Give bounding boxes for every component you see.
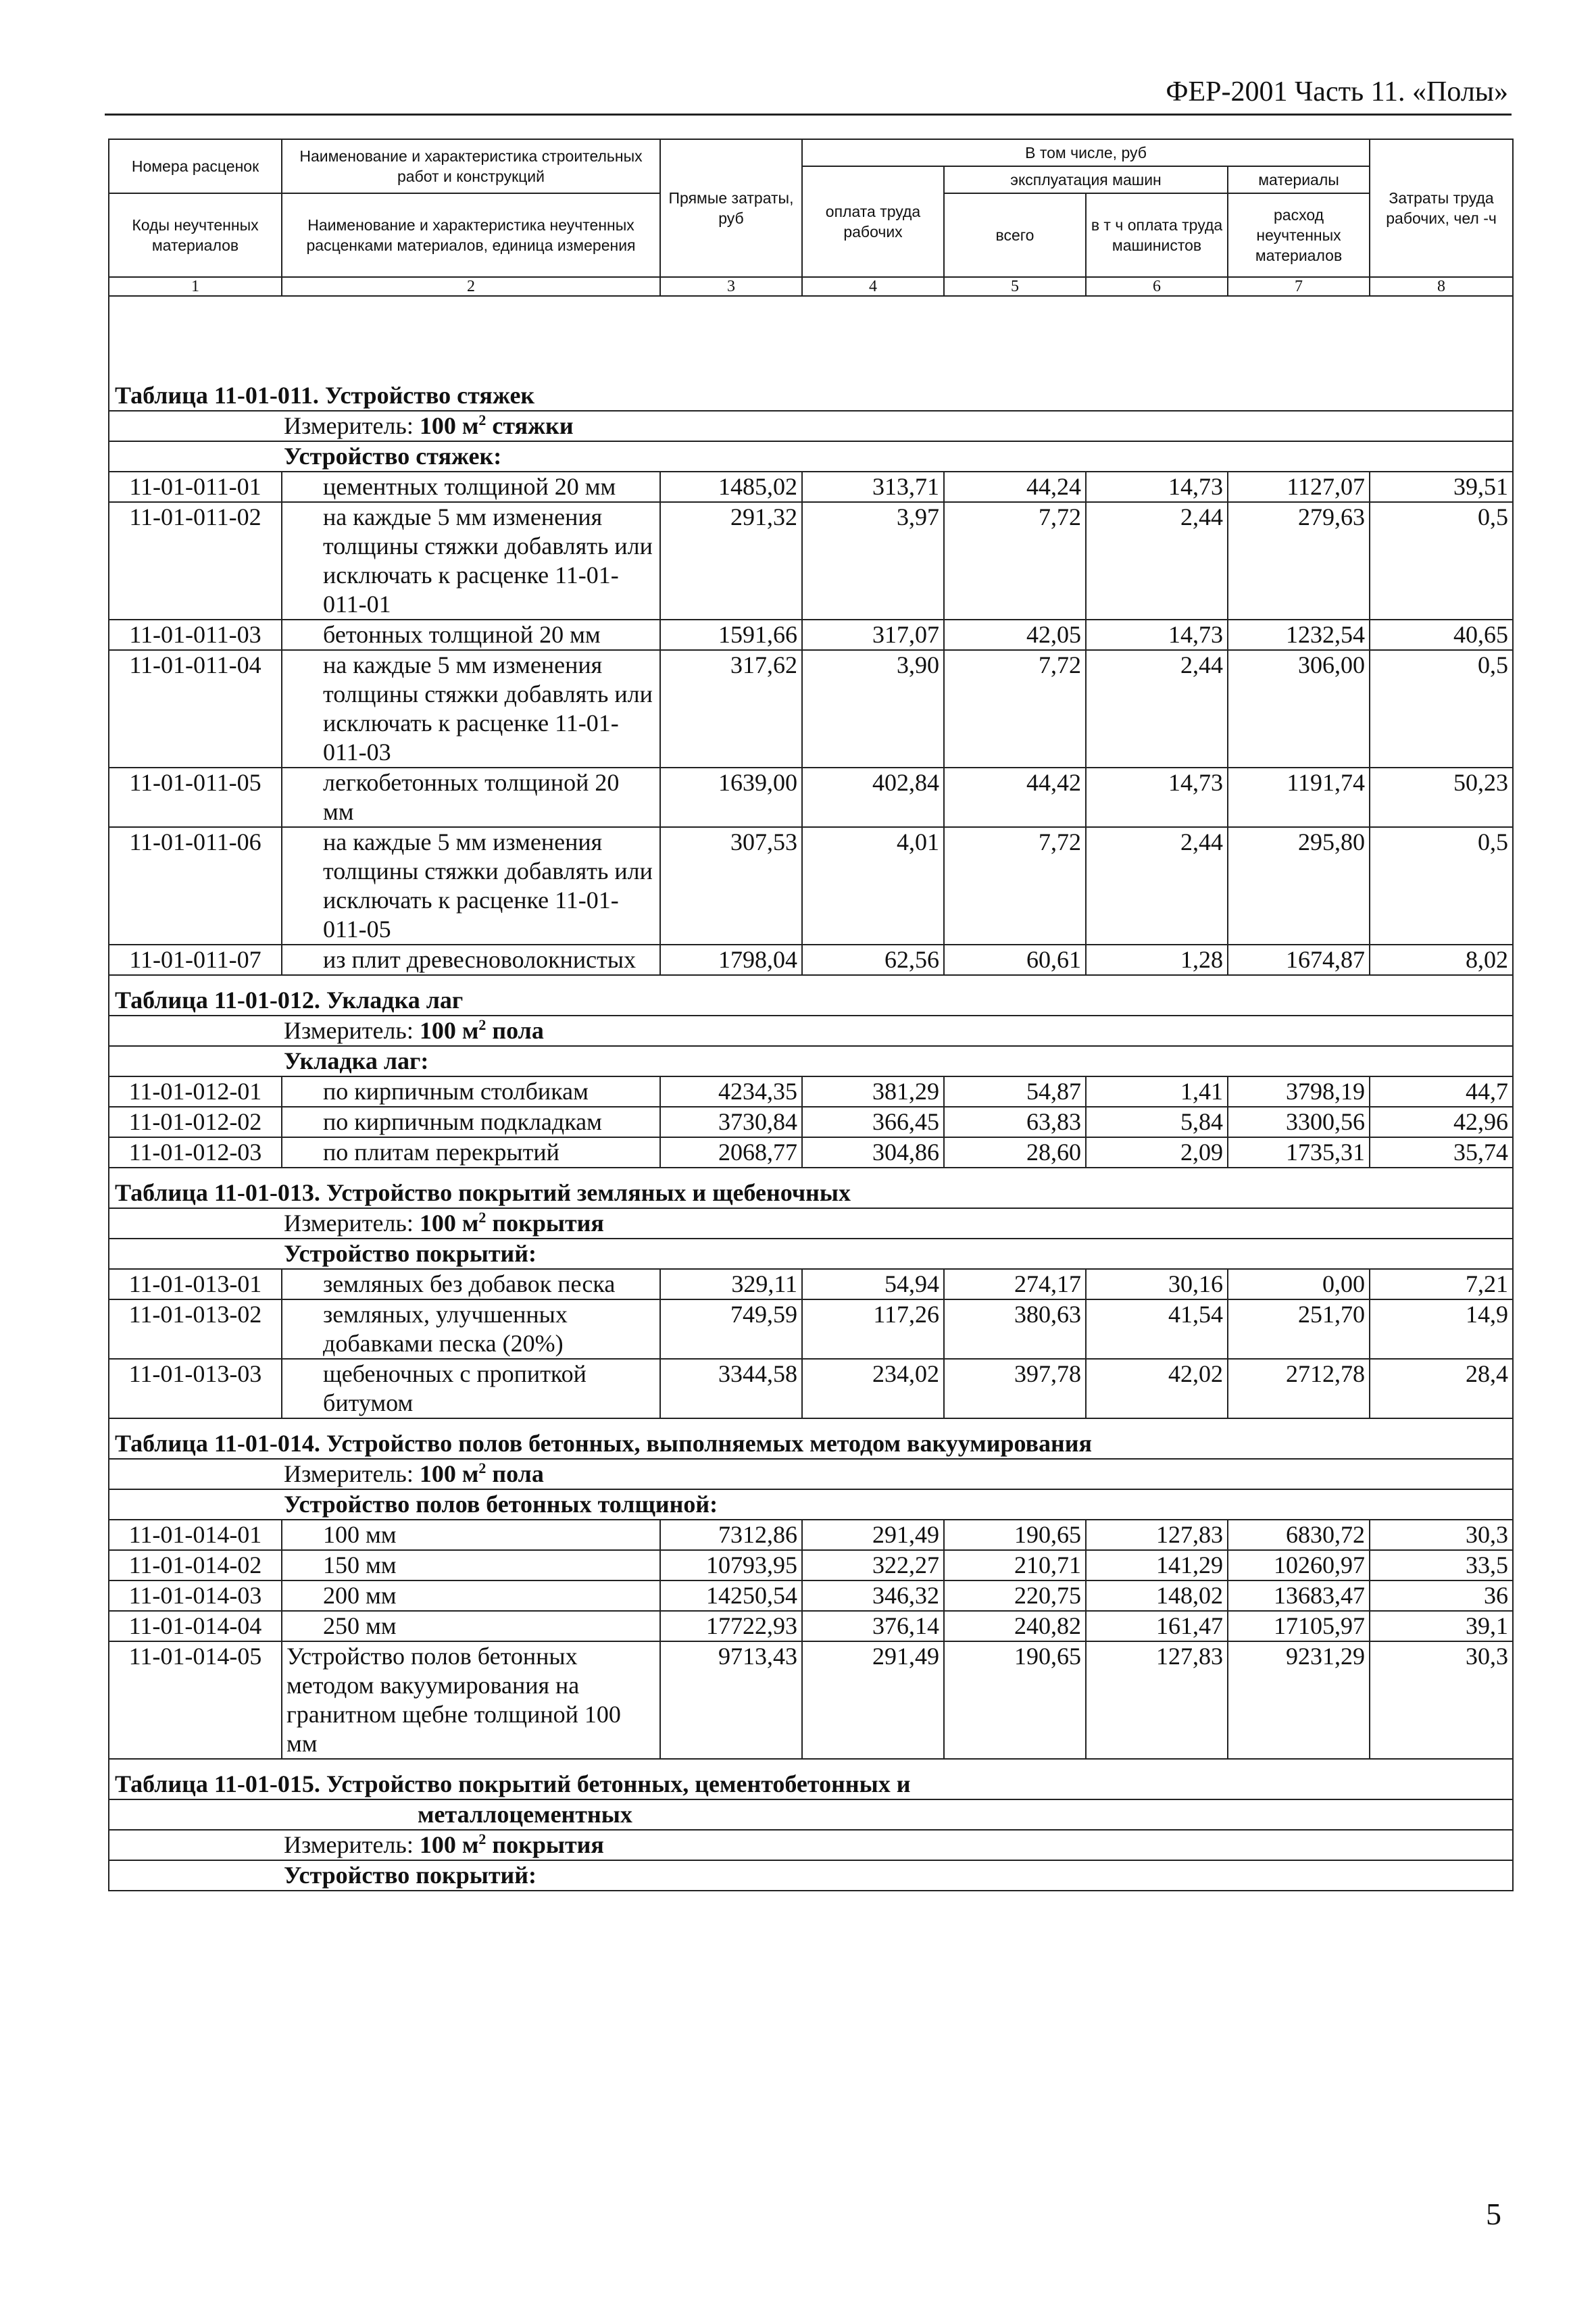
unit-exponent: 2 bbox=[478, 412, 487, 428]
table-row bbox=[109, 620, 1513, 650]
work-name: на каждые 5 мм изменения толщины стяжки добавлять или исключать к расценке 11-01-011-05 bbox=[282, 827, 660, 945]
machine-total-cell: 44,42 bbox=[944, 768, 1086, 827]
col-header-rate-number: Номера расценок bbox=[109, 139, 282, 193]
unit-value: 100 м bbox=[419, 1831, 479, 1858]
machine-total-cell: 44,24 bbox=[944, 472, 1086, 502]
table-row bbox=[109, 768, 1513, 827]
rate-code: 11-01-014-05 bbox=[109, 1641, 282, 1759]
labor-hours-cell: 0,5 bbox=[1370, 650, 1513, 768]
materials-cost-cell: 1127,07 bbox=[1228, 472, 1370, 502]
group-row bbox=[109, 1046, 1513, 1076]
column-number: 1 bbox=[109, 277, 282, 296]
materials-cost-cell: 6830,72 bbox=[1228, 1520, 1370, 1550]
machinist-pay-cell: 161,47 bbox=[1086, 1611, 1228, 1641]
labor-hours-cell: 14,9 bbox=[1370, 1299, 1513, 1359]
machine-total-cell: 220,75 bbox=[944, 1580, 1086, 1611]
table-row bbox=[109, 1359, 1513, 1418]
direct-costs-cell: 1798,04 bbox=[660, 945, 802, 975]
table-row bbox=[109, 502, 1513, 620]
direct-costs-cell: 14250,54 bbox=[660, 1580, 802, 1611]
work-name: 150 мм bbox=[282, 1550, 660, 1580]
machine-total-cell: 7,72 bbox=[944, 827, 1086, 945]
direct-costs-cell: 1485,02 bbox=[660, 472, 802, 502]
col-header-machinist-pay: в т ч оплата труда машинистов bbox=[1086, 193, 1228, 277]
work-name: бетонных толщиной 20 мм bbox=[282, 620, 660, 650]
rate-code: 11-01-011-05 bbox=[109, 768, 282, 827]
unit-row bbox=[109, 1830, 1513, 1860]
materials-cost-cell: 1674,87 bbox=[1228, 945, 1370, 975]
machine-total-cell: 7,72 bbox=[944, 650, 1086, 768]
col-header-machine-use: эксплуатация машин bbox=[944, 166, 1228, 193]
work-name: щебеночных с пропиткой битумом bbox=[282, 1359, 660, 1418]
labor-hours-cell: 30,3 bbox=[1370, 1641, 1513, 1759]
labor-hours-cell: 7,21 bbox=[1370, 1269, 1513, 1299]
rate-code: 11-01-011-02 bbox=[109, 502, 282, 620]
labor-hours-cell: 36 bbox=[1370, 1580, 1513, 1611]
direct-costs-cell: 7312,86 bbox=[660, 1520, 802, 1550]
machinist-pay-cell: 127,83 bbox=[1086, 1641, 1228, 1759]
work-name: по кирпичным подкладкам bbox=[282, 1107, 660, 1137]
unit-cell bbox=[109, 1208, 1513, 1239]
machinist-pay-cell: 2,44 bbox=[1086, 827, 1228, 945]
machine-total-cell: 397,78 bbox=[944, 1359, 1086, 1418]
unit-value-group bbox=[420, 412, 574, 439]
labor-hours-cell: 8,02 bbox=[1370, 945, 1513, 975]
group-row bbox=[109, 441, 1513, 472]
materials-cost-cell: 10260,97 bbox=[1228, 1550, 1370, 1580]
rate-code: 11-01-012-01 bbox=[109, 1076, 282, 1107]
machine-total-cell: 54,87 bbox=[944, 1076, 1086, 1107]
unit-label: Измеритель: bbox=[284, 1460, 414, 1487]
unit-cell bbox=[109, 1830, 1513, 1860]
group-row bbox=[109, 1239, 1513, 1269]
machinist-pay-cell: 127,83 bbox=[1086, 1520, 1228, 1550]
labor-hours-cell: 50,23 bbox=[1370, 768, 1513, 827]
work-name: по плитам перекрытий bbox=[282, 1137, 660, 1168]
rate-code: 11-01-013-02 bbox=[109, 1299, 282, 1359]
document-header-title: ФЕР-2001 Часть 11. «Полы» bbox=[1166, 76, 1508, 107]
rate-code: 11-01-014-01 bbox=[109, 1520, 282, 1550]
section-title-row bbox=[109, 1799, 1513, 1830]
section-title: Таблица 11-01-014. Устройство полов бетонных, выполняемых методом вакуумирования bbox=[109, 1418, 1513, 1459]
rate-code: 11-01-014-03 bbox=[109, 1580, 282, 1611]
materials-cost-cell: 1735,31 bbox=[1228, 1137, 1370, 1168]
direct-costs-cell: 1639,00 bbox=[660, 768, 802, 827]
worker-pay-cell: 291,49 bbox=[802, 1520, 944, 1550]
labor-hours-cell: 35,74 bbox=[1370, 1137, 1513, 1168]
direct-costs-cell: 9713,43 bbox=[660, 1641, 802, 1759]
group-label: Устройство покрытий: bbox=[109, 1239, 1513, 1269]
materials-cost-cell: 2712,78 bbox=[1228, 1359, 1370, 1418]
machine-total-cell: 240,82 bbox=[944, 1611, 1086, 1641]
materials-cost-cell: 251,70 bbox=[1228, 1299, 1370, 1359]
section-title-row bbox=[109, 1759, 1513, 1799]
machinist-pay-cell: 1,41 bbox=[1086, 1076, 1228, 1107]
labor-hours-cell: 44,7 bbox=[1370, 1076, 1513, 1107]
work-name: легкобетонных толщиной 20 мм bbox=[282, 768, 660, 827]
group-label: Устройство стяжек: bbox=[109, 441, 1513, 472]
machinist-pay-cell: 42,02 bbox=[1086, 1359, 1228, 1418]
unit-value-group bbox=[420, 1017, 544, 1044]
table-header bbox=[109, 139, 1513, 296]
machine-total-cell: 42,05 bbox=[944, 620, 1086, 650]
labor-hours-cell: 39,1 bbox=[1370, 1611, 1513, 1641]
rate-code: 11-01-012-03 bbox=[109, 1137, 282, 1168]
machinist-pay-cell: 2,44 bbox=[1086, 502, 1228, 620]
machinist-pay-cell: 2,09 bbox=[1086, 1137, 1228, 1168]
worker-pay-cell: 117,26 bbox=[802, 1299, 944, 1359]
worker-pay-cell: 4,01 bbox=[802, 827, 944, 945]
materials-cost-cell: 3798,19 bbox=[1228, 1076, 1370, 1107]
worker-pay-cell: 3,97 bbox=[802, 502, 944, 620]
header-divider bbox=[105, 114, 1512, 116]
worker-pay-cell: 62,56 bbox=[802, 945, 944, 975]
work-name: на каждые 5 мм изменения толщины стяжки добавлять или исключать к расценке 11-01-011-01 bbox=[282, 502, 660, 620]
column-number: 8 bbox=[1370, 277, 1513, 296]
table-row bbox=[109, 1137, 1513, 1168]
machine-total-cell: 28,60 bbox=[944, 1137, 1086, 1168]
direct-costs-cell: 307,53 bbox=[660, 827, 802, 945]
page-number: 5 bbox=[1486, 2197, 1501, 2231]
materials-cost-cell: 3300,56 bbox=[1228, 1107, 1370, 1137]
rate-code: 11-01-013-03 bbox=[109, 1359, 282, 1418]
materials-cost-cell: 0,00 bbox=[1228, 1269, 1370, 1299]
col-header-including: В том числе, руб bbox=[802, 139, 1370, 166]
table-row bbox=[109, 472, 1513, 502]
direct-costs-cell: 329,11 bbox=[660, 1269, 802, 1299]
table-row bbox=[109, 650, 1513, 768]
worker-pay-cell: 313,71 bbox=[802, 472, 944, 502]
table-row bbox=[109, 1107, 1513, 1137]
worker-pay-cell: 402,84 bbox=[802, 768, 944, 827]
direct-costs-cell: 749,59 bbox=[660, 1299, 802, 1359]
column-number: 5 bbox=[944, 277, 1086, 296]
labor-hours-cell: 30,3 bbox=[1370, 1520, 1513, 1550]
machine-total-cell: 210,71 bbox=[944, 1550, 1086, 1580]
direct-costs-cell: 317,62 bbox=[660, 650, 802, 768]
rate-code: 11-01-011-06 bbox=[109, 827, 282, 945]
section-title: Таблица 11-01-011. Устройство стяжек bbox=[109, 296, 1513, 411]
labor-hours-cell: 0,5 bbox=[1370, 827, 1513, 945]
materials-cost-cell: 9231,29 bbox=[1228, 1641, 1370, 1759]
work-name: по кирпичным столбикам bbox=[282, 1076, 660, 1107]
work-name: цементных толщиной 20 мм bbox=[282, 472, 660, 502]
direct-costs-cell: 291,32 bbox=[660, 502, 802, 620]
column-number: 2 bbox=[282, 277, 660, 296]
machinist-pay-cell: 41,54 bbox=[1086, 1299, 1228, 1359]
unit-row bbox=[109, 1208, 1513, 1239]
rate-code: 11-01-011-07 bbox=[109, 945, 282, 975]
unit-cell bbox=[109, 1016, 1513, 1046]
work-name: Устройство полов бетонных методом вакуумирования на гранитном щебне толщиной 100 мм bbox=[282, 1641, 660, 1759]
rate-code: 11-01-011-01 bbox=[109, 472, 282, 502]
direct-costs-cell: 3730,84 bbox=[660, 1107, 802, 1137]
table-row bbox=[109, 827, 1513, 945]
work-name: 250 мм bbox=[282, 1611, 660, 1641]
rate-code: 11-01-014-02 bbox=[109, 1550, 282, 1580]
machinist-pay-cell: 141,29 bbox=[1086, 1550, 1228, 1580]
labor-hours-cell: 28,4 bbox=[1370, 1359, 1513, 1418]
unit-value-group bbox=[420, 1460, 544, 1487]
unit-row bbox=[109, 1016, 1513, 1046]
column-numbers-row bbox=[109, 277, 1513, 296]
direct-costs-cell: 2068,77 bbox=[660, 1137, 802, 1168]
worker-pay-cell: 54,94 bbox=[802, 1269, 944, 1299]
unit-value-group bbox=[420, 1210, 604, 1237]
table-row bbox=[109, 945, 1513, 975]
work-name: земляных, улучшенных добавками песка (20%) bbox=[282, 1299, 660, 1359]
col-header-materials: материалы bbox=[1228, 166, 1370, 193]
group-row bbox=[109, 1860, 1513, 1891]
unit-tail: покрытия bbox=[486, 1831, 604, 1858]
unit-exponent: 2 bbox=[478, 1460, 487, 1476]
section-title: Таблица 11-01-012. Укладка лаг bbox=[109, 975, 1513, 1016]
group-label: Укладка лаг: bbox=[109, 1046, 1513, 1076]
machine-total-cell: 274,17 bbox=[944, 1269, 1086, 1299]
machine-total-cell: 60,61 bbox=[944, 945, 1086, 975]
worker-pay-cell: 366,45 bbox=[802, 1107, 944, 1137]
worker-pay-cell: 304,86 bbox=[802, 1137, 944, 1168]
machine-total-cell: 63,83 bbox=[944, 1107, 1086, 1137]
machinist-pay-cell: 14,73 bbox=[1086, 620, 1228, 650]
worker-pay-cell: 381,29 bbox=[802, 1076, 944, 1107]
unit-exponent: 2 bbox=[478, 1016, 487, 1033]
unit-cell bbox=[109, 411, 1513, 441]
table-row bbox=[109, 1611, 1513, 1641]
table-body bbox=[109, 296, 1513, 1891]
machinist-pay-cell: 14,73 bbox=[1086, 472, 1228, 502]
table-row bbox=[109, 1299, 1513, 1359]
unit-label: Измеритель: bbox=[284, 1831, 414, 1858]
section-title-continuation: металлоцементных bbox=[109, 1799, 1513, 1830]
unit-row bbox=[109, 411, 1513, 441]
work-name: из плит древесноволокнистых bbox=[282, 945, 660, 975]
table-row bbox=[109, 1520, 1513, 1550]
materials-cost-cell: 17105,97 bbox=[1228, 1611, 1370, 1641]
materials-cost-cell: 1191,74 bbox=[1228, 768, 1370, 827]
table-row bbox=[109, 1641, 1513, 1759]
rate-code: 11-01-012-02 bbox=[109, 1107, 282, 1137]
col-header-material-consumption: расход неучтенных материалов bbox=[1228, 193, 1370, 277]
direct-costs-cell: 1591,66 bbox=[660, 620, 802, 650]
table-row bbox=[109, 1269, 1513, 1299]
unit-value-group bbox=[420, 1831, 604, 1858]
unit-value: 100 м bbox=[419, 1210, 479, 1237]
unit-exponent: 2 bbox=[478, 1831, 487, 1847]
work-name: земляных без добавок песка bbox=[282, 1269, 660, 1299]
unit-value: 100 м bbox=[419, 1460, 479, 1487]
col-header-work-name: Наименование и характеристика строительных работ и конструкций bbox=[282, 139, 660, 193]
labor-hours-cell: 42,96 bbox=[1370, 1107, 1513, 1137]
materials-cost-cell: 295,80 bbox=[1228, 827, 1370, 945]
machine-total-cell: 380,63 bbox=[944, 1299, 1086, 1359]
col-header-machine-total: всего bbox=[944, 193, 1086, 277]
materials-cost-cell: 306,00 bbox=[1228, 650, 1370, 768]
worker-pay-cell: 3,90 bbox=[802, 650, 944, 768]
work-name: 100 мм bbox=[282, 1520, 660, 1550]
section-title-row bbox=[109, 296, 1513, 411]
work-name: 200 мм bbox=[282, 1580, 660, 1611]
table-row bbox=[109, 1580, 1513, 1611]
worker-pay-cell: 376,14 bbox=[802, 1611, 944, 1641]
rate-code: 11-01-011-04 bbox=[109, 650, 282, 768]
section-title: Таблица 11-01-013. Устройство покрытий земляных и щебеночных bbox=[109, 1168, 1513, 1208]
column-number: 7 bbox=[1228, 277, 1370, 296]
direct-costs-cell: 4234,35 bbox=[660, 1076, 802, 1107]
direct-costs-cell: 10793,95 bbox=[660, 1550, 802, 1580]
rate-code: 11-01-011-03 bbox=[109, 620, 282, 650]
group-label: Устройство полов бетонных толщиной: bbox=[109, 1489, 1513, 1520]
machinist-pay-cell: 30,16 bbox=[1086, 1269, 1228, 1299]
materials-cost-cell: 13683,47 bbox=[1228, 1580, 1370, 1611]
col-header-material-names: Наименование и характеристика неучтенных расценками материалов, единица измерения bbox=[282, 193, 660, 277]
machinist-pay-cell: 1,28 bbox=[1086, 945, 1228, 975]
unit-exponent: 2 bbox=[478, 1209, 487, 1226]
group-label: Устройство покрытий: bbox=[109, 1860, 1513, 1891]
machinist-pay-cell: 5,84 bbox=[1086, 1107, 1228, 1137]
direct-costs-cell: 17722,93 bbox=[660, 1611, 802, 1641]
table-row bbox=[109, 1076, 1513, 1107]
unit-value: 100 м bbox=[419, 1017, 479, 1044]
group-row bbox=[109, 1489, 1513, 1520]
labor-hours-cell: 39,51 bbox=[1370, 472, 1513, 502]
rates-table bbox=[108, 139, 1514, 1891]
unit-tail: покрытия bbox=[486, 1210, 604, 1237]
unit-tail: стяжки bbox=[486, 412, 574, 439]
unit-value: 100 м bbox=[419, 412, 479, 439]
worker-pay-cell: 291,49 bbox=[802, 1641, 944, 1759]
col-header-material-codes: Коды неучтенных материалов bbox=[109, 193, 282, 277]
unit-tail: пола bbox=[486, 1017, 544, 1044]
unit-row bbox=[109, 1459, 1513, 1489]
unit-tail: пола bbox=[486, 1460, 544, 1487]
materials-cost-cell: 279,63 bbox=[1228, 502, 1370, 620]
column-number: 6 bbox=[1086, 277, 1228, 296]
machine-total-cell: 7,72 bbox=[944, 502, 1086, 620]
machinist-pay-cell: 148,02 bbox=[1086, 1580, 1228, 1611]
column-number: 4 bbox=[802, 277, 944, 296]
rate-code: 11-01-014-04 bbox=[109, 1611, 282, 1641]
section-title-row bbox=[109, 1418, 1513, 1459]
labor-hours-cell: 0,5 bbox=[1370, 502, 1513, 620]
labor-hours-cell: 33,5 bbox=[1370, 1550, 1513, 1580]
col-header-worker-pay: оплата труда рабочих bbox=[802, 166, 944, 277]
direct-costs-cell: 3344,58 bbox=[660, 1359, 802, 1418]
table-row bbox=[109, 1550, 1513, 1580]
unit-label: Измеритель: bbox=[284, 1017, 414, 1044]
worker-pay-cell: 346,32 bbox=[802, 1580, 944, 1611]
machinist-pay-cell: 2,44 bbox=[1086, 650, 1228, 768]
worker-pay-cell: 317,07 bbox=[802, 620, 944, 650]
machine-total-cell: 190,65 bbox=[944, 1520, 1086, 1550]
unit-cell bbox=[109, 1459, 1513, 1489]
unit-label: Измеритель: bbox=[284, 1210, 414, 1237]
machinist-pay-cell: 14,73 bbox=[1086, 768, 1228, 827]
labor-hours-cell: 40,65 bbox=[1370, 620, 1513, 650]
section-title-row bbox=[109, 975, 1513, 1016]
col-header-direct-costs: Прямые затраты, руб bbox=[660, 139, 802, 277]
work-name: на каждые 5 мм изменения толщины стяжки добавлять или исключать к расценке 11-01-011-03 bbox=[282, 650, 660, 768]
column-number: 3 bbox=[660, 277, 802, 296]
unit-label: Измеритель: bbox=[284, 412, 414, 439]
section-title-row bbox=[109, 1168, 1513, 1208]
section-title: Таблица 11-01-015. Устройство покрытий бетонных, цементобетонных и bbox=[109, 1759, 1513, 1799]
worker-pay-cell: 322,27 bbox=[802, 1550, 944, 1580]
worker-pay-cell: 234,02 bbox=[802, 1359, 944, 1418]
col-header-labor-hours: Затраты труда рабочих, чел -ч bbox=[1370, 139, 1513, 277]
machine-total-cell: 190,65 bbox=[944, 1641, 1086, 1759]
materials-cost-cell: 1232,54 bbox=[1228, 620, 1370, 650]
rate-code: 11-01-013-01 bbox=[109, 1269, 282, 1299]
